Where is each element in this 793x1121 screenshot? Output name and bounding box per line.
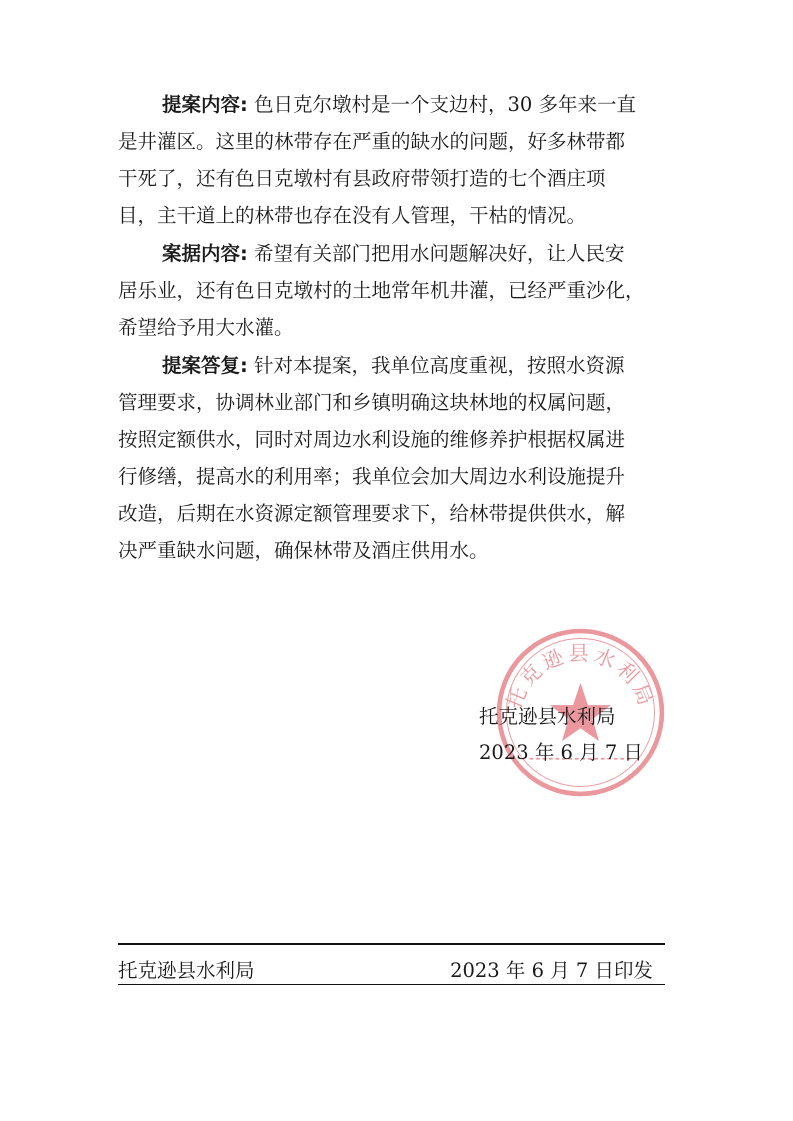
- proposal-label: 提案内容:: [162, 93, 248, 116]
- proposal-line: 是井灌区。这里的林带存在严重的缺水的问题，好多林带都: [118, 130, 626, 153]
- proposal-line: 干死了，还有色日克墩村有县政府带领打造的七个酒庄项: [118, 167, 606, 190]
- proposal-line: 提案内容: 色日克尔墩村是一个支边村，30 多年来一直: [162, 93, 637, 116]
- reply-line: 管理要求，协调林业部门和乡镇明确这块林地的权属问题，: [118, 391, 626, 414]
- reply-line: 按照定额供水，同时对周边水利设施的维修养护根据权属进: [118, 428, 626, 451]
- reply-content-paragraph: [118, 347, 678, 569]
- reply-label: 提案答复:: [162, 354, 248, 377]
- reply-line: 决严重缺水问题，确保林带及酒庄供用水。: [118, 539, 489, 562]
- svg-text:托克逊县水利局: 托克逊县水利局: [501, 641, 660, 712]
- reply-line: 行修缮，提高水的利用率；我单位会加大周边水利设施提升: [118, 465, 626, 488]
- footer-issuer: 托克逊县水利局: [118, 959, 255, 982]
- basis-label: 案据内容:: [162, 242, 248, 265]
- reply-line: 提案答复: 针对本提案，我单位高度重视，按照水资源: [162, 354, 625, 377]
- basis-line: 希望给予用大水灌。: [118, 316, 294, 339]
- basis-line: 居乐业，还有色日克墩村的土地常年机井灌，已经严重沙化，: [118, 279, 645, 302]
- footer-divider-bottom: [118, 984, 665, 985]
- footer-divider-top: [118, 943, 665, 945]
- proposal-content-paragraph: [118, 86, 678, 234]
- signature-organization: 托克逊县水利局: [479, 705, 616, 728]
- reply-line: 改造，后期在水资源定额管理要求下，给林带提供供水，解: [118, 502, 626, 525]
- basis-content-paragraph: [118, 235, 678, 346]
- signature-date: 2023 年 6 月 7 日: [479, 741, 643, 764]
- proposal-line: 目，主干道上的林带也存在没有人管理，干枯的情况。: [118, 204, 587, 227]
- footer-issue-date: 2023 年 6 月 7 日印发: [450, 959, 653, 982]
- basis-line: 案据内容: 希望有关部门把用水问题解决好，让人民安: [162, 242, 625, 265]
